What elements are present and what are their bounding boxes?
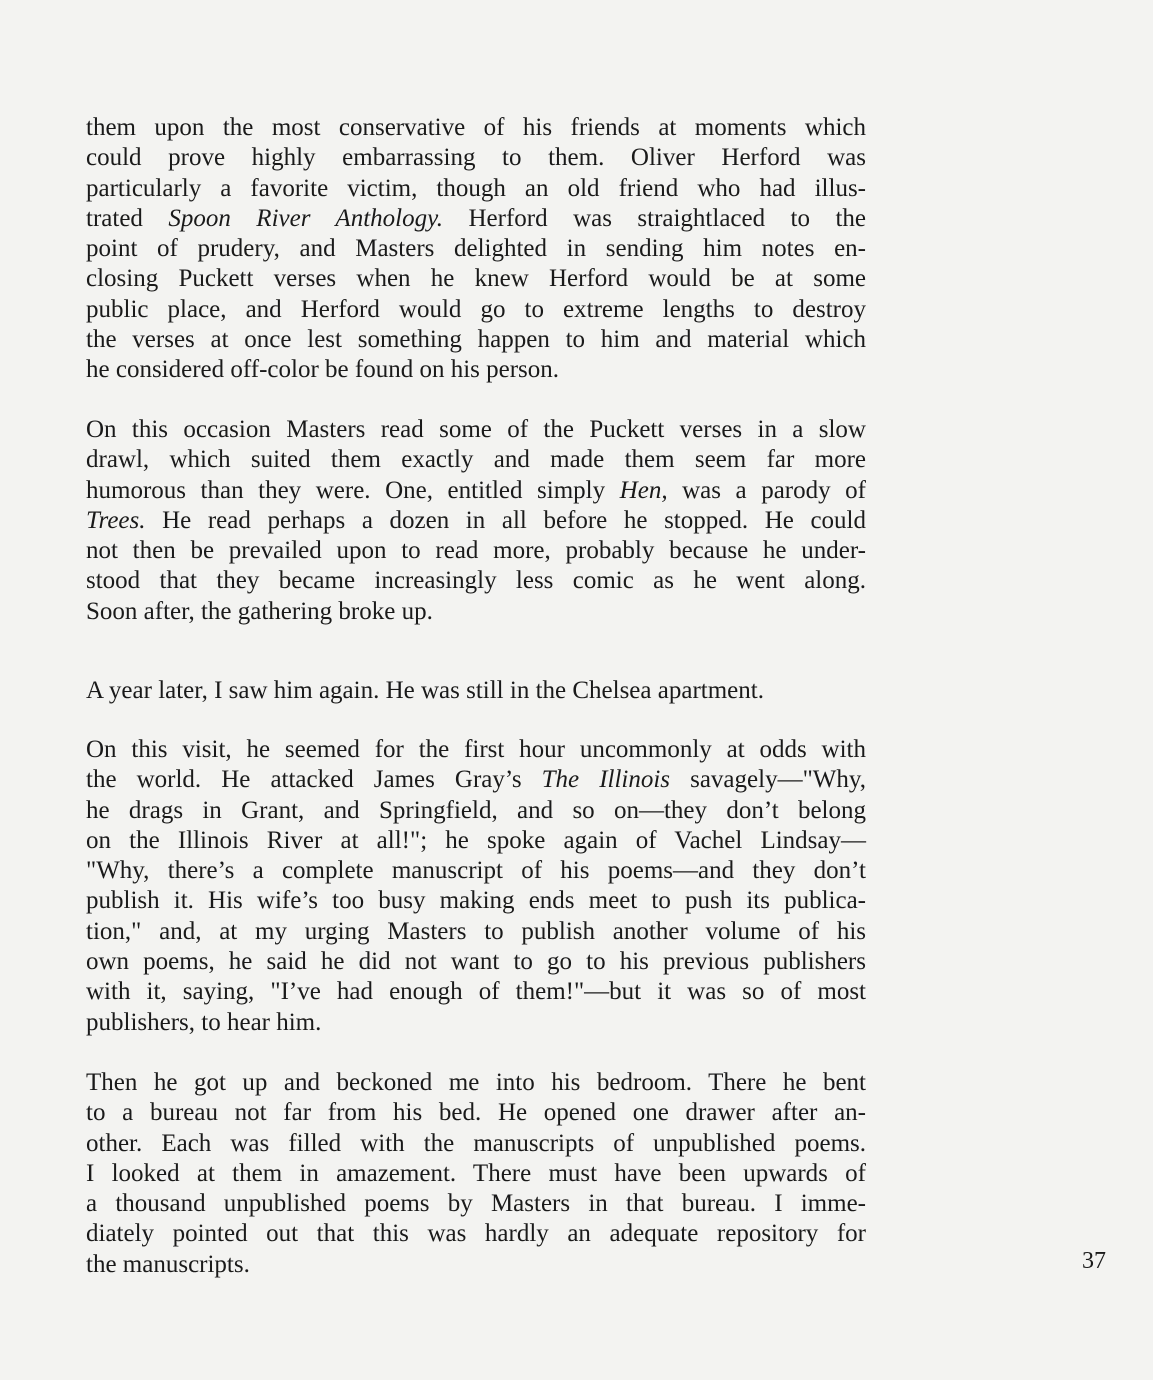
text-line: closing Puckett verses when he knew Herford would be at some	[86, 265, 866, 293]
text-line	[86, 506, 866, 536]
paragraph-5	[86, 1068, 866, 1280]
italic-title: Spoon River Anthology.	[168, 204, 444, 232]
text-line: he considered off-color be found on his person.	[86, 356, 560, 384]
text-line: I looked at them in amazement. There must have been upwards of	[86, 1159, 866, 1187]
text-line: a thousand unpublished poems by Masters in that bureau. I imme-	[86, 1190, 866, 1218]
text-line: the manuscripts.	[86, 1250, 250, 1278]
text-line: not then be prevailed upon to read more, probably because he under-	[86, 537, 866, 565]
text-line: them upon the most conservative of his friends at moments which	[86, 114, 866, 141]
text-line: publishers, to hear him.	[86, 1008, 322, 1036]
text-line: tion," and, at my urging Masters to publish another volume of his	[86, 917, 866, 945]
text-line: on the Illinois River at all!"; he spoke again of Vachel Lindsay—	[86, 826, 866, 854]
text-line: diately pointed out that this was hardly an adequate repository for	[86, 1220, 866, 1248]
text-line: the verses at once lest something happen to him and material which	[86, 326, 866, 354]
text-line: "Why, there’s a complete manuscript of his poems—and they don’t	[86, 857, 866, 885]
paragraph-2	[86, 415, 866, 627]
text-line	[86, 765, 866, 795]
text-line: Soon after, the gathering broke up.	[86, 597, 433, 625]
paragraph-1	[86, 113, 866, 386]
text-line	[86, 476, 866, 506]
text-segment: He read perhaps a dozen in all before he stopped. He could	[145, 506, 866, 534]
text-segment: the world. He attacked James Gray’s	[86, 766, 542, 794]
text-line: public place, and Herford would go to extreme lengths to destroy	[86, 295, 866, 323]
text-line: he drags in Grant, and Springfield, and so on—they don’t belong	[86, 796, 866, 824]
text-line: On this occasion Masters read some of the Puckett verses in a slow	[86, 416, 866, 443]
text-line	[86, 204, 866, 234]
text-line: other. Each was filled with the manuscripts of unpublished poems.	[86, 1129, 866, 1157]
text-line: Then he got up and beckoned me into his bedroom. There he bent	[86, 1069, 866, 1096]
text-segment: Herford was straightlaced to the	[443, 204, 866, 232]
text-line: publish it. His wife’s too busy making ends meet to push its publica-	[86, 887, 866, 915]
text-line: On this visit, he seemed for the first hour uncommonly at odds with	[86, 736, 866, 763]
text-line: to a bureau not far from his bed. He opened one drawer after an-	[86, 1099, 866, 1127]
text-segment: humorous than they were. One, entitled simply	[86, 476, 620, 504]
text-line: with it, saying, "I’ve had enough of them!"—but it was so of most	[86, 978, 866, 1006]
text-line: own poems, he said he did not want to go to his previous publishers	[86, 948, 866, 976]
text-line: point of prudery, and Masters delighted in sending him notes en-	[86, 235, 866, 263]
italic-title: Hen,	[619, 476, 668, 504]
text-segment: was a parody of	[667, 476, 866, 504]
paragraph-4	[86, 735, 866, 1038]
text-line: drawl, which suited them exactly and made them seem far more	[86, 446, 866, 474]
italic-title: Trees.	[86, 506, 146, 534]
text-line: particularly a favorite victim, though an old friend who had illus-	[86, 174, 866, 202]
italic-title: The Illinois	[541, 766, 671, 794]
text-line: stood that they became increasingly less comic as he went along.	[86, 567, 866, 595]
text-segment: savagely—"Why,	[670, 766, 866, 794]
text-segment: trated	[86, 204, 169, 232]
text-line: could prove highly embarrassing to them. Oliver Herford was	[86, 144, 866, 172]
text-line: A year later, I saw him again. He was still in the Chelsea apartment.	[86, 677, 764, 704]
paragraph-3	[86, 676, 866, 706]
page-number: 37	[1082, 1248, 1106, 1274]
